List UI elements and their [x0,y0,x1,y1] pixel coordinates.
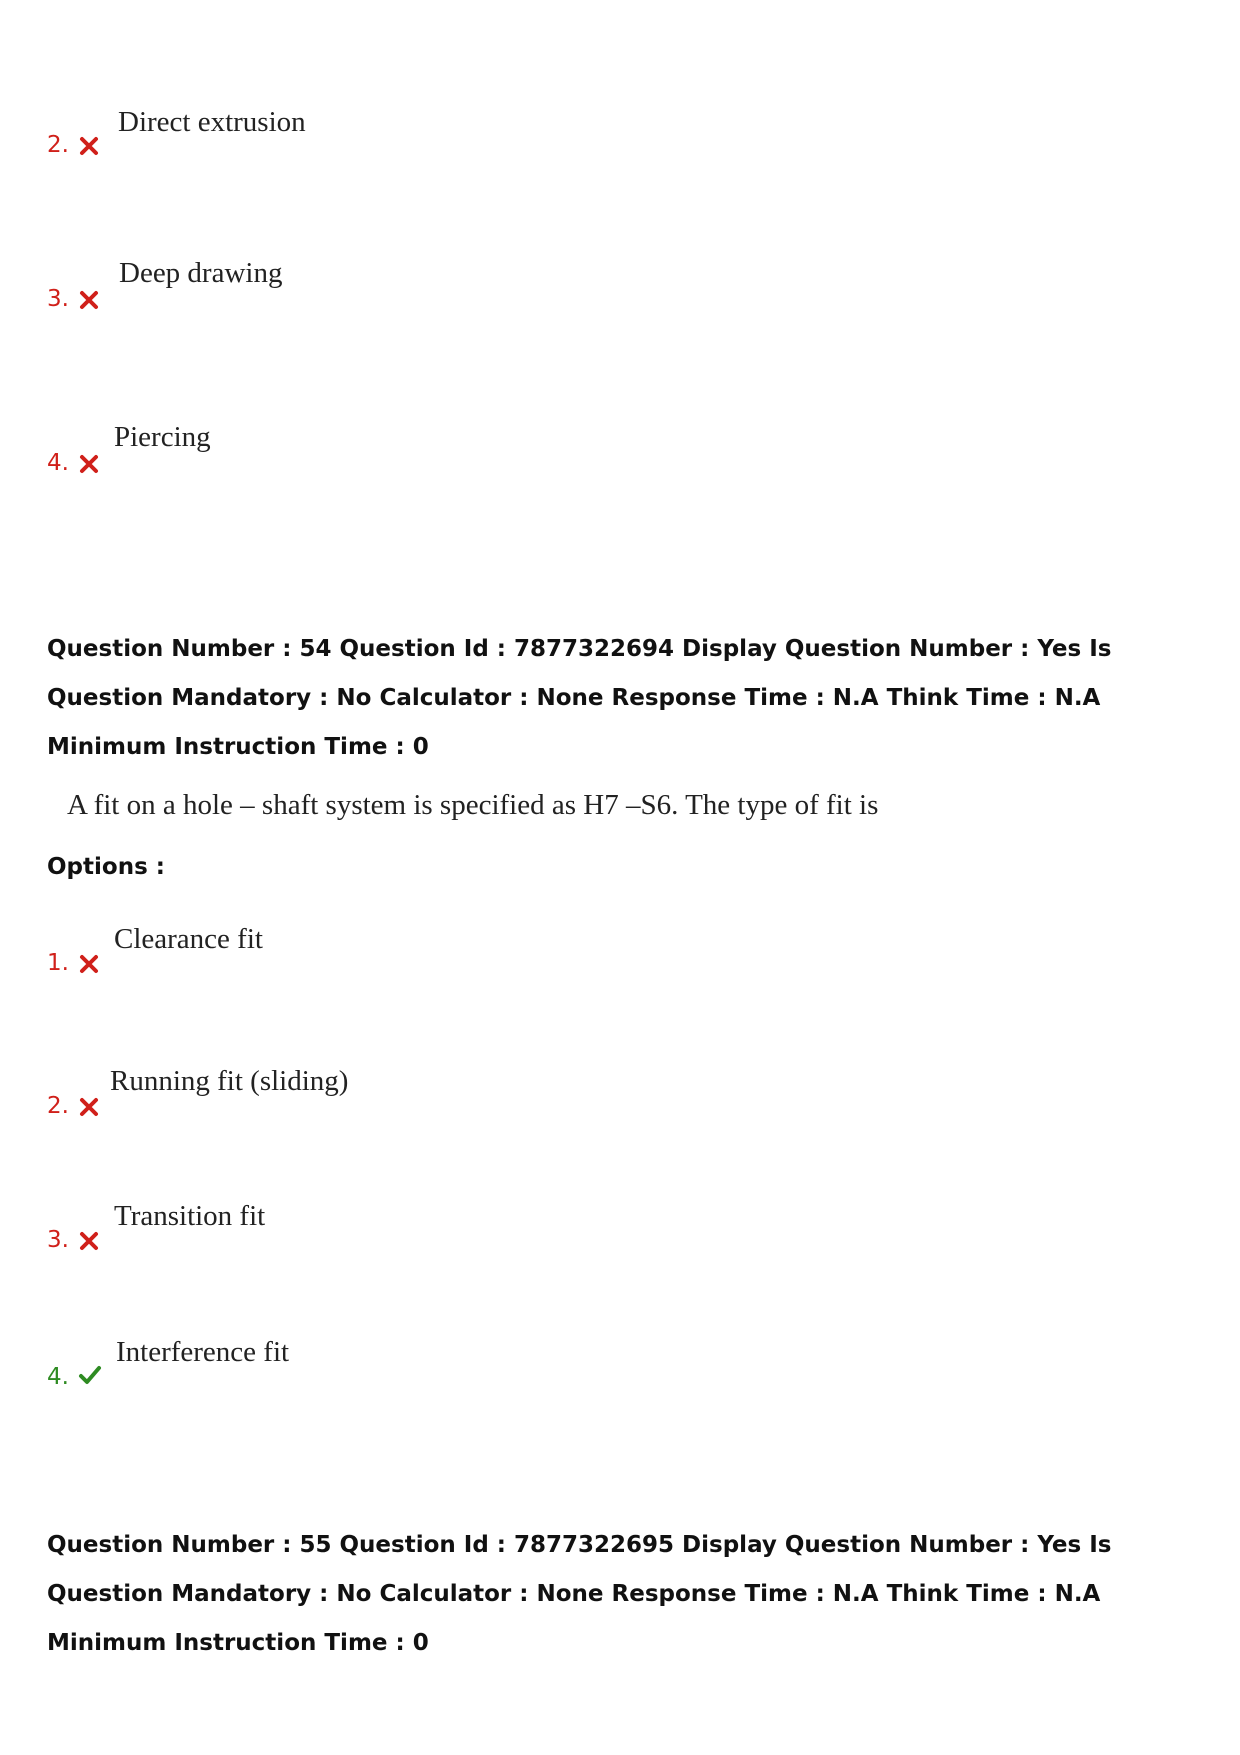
prev-option-2 [0,105,700,165]
q54-option-4 [0,1335,700,1395]
question-54-text: A fit on a hole – shaft system is specified as H7 –S6. The type of fit is [67,789,879,821]
wrong-mark-icon [78,135,100,157]
option-text: Direct extrusion [118,106,306,138]
wrong-mark-icon [78,1230,100,1252]
prev-option-4 [0,420,700,480]
option-text: Interference fit [116,1336,290,1368]
question-54-meta: Question Number : 54 Question Id : 7877322694 Display Question Number : Yes Is Question Mandatory : No Calculator : None Response Time : N.A Think Time : N.A Minimum Instruction Time : 0 [47,636,1112,760]
wrong-mark-icon [78,289,100,311]
option-number: 4. [47,1364,69,1390]
option-text: Deep drawing [119,257,283,289]
wrong-mark-icon [78,453,100,475]
wrong-mark-icon [78,1096,100,1118]
wrong-mark-icon [78,953,100,975]
q54-option-2 [0,1064,700,1124]
option-number: 3. [47,1227,69,1253]
q54-option-1 [0,922,700,982]
option-number: 2. [47,1093,69,1119]
option-number: 3. [47,286,69,312]
option-text: Clearance fit [114,923,263,955]
prev-option-3 [0,256,700,316]
option-number: 4. [47,450,69,476]
option-text: Transition fit [114,1200,266,1232]
option-text: Running fit (sliding) [110,1065,349,1097]
option-text: Piercing [114,421,211,453]
correct-check-icon [78,1363,102,1387]
options-label: Options : [47,854,165,880]
q54-option-3 [0,1199,700,1259]
question-55-meta: Question Number : 55 Question Id : 7877322695 Display Question Number : Yes Is Question Mandatory : No Calculator : None Response Time : N.A Think Time : N.A Minimum Instruction Time : 0 [47,1532,1112,1656]
option-number: 1. [47,950,69,976]
option-number: 2. [47,132,69,158]
